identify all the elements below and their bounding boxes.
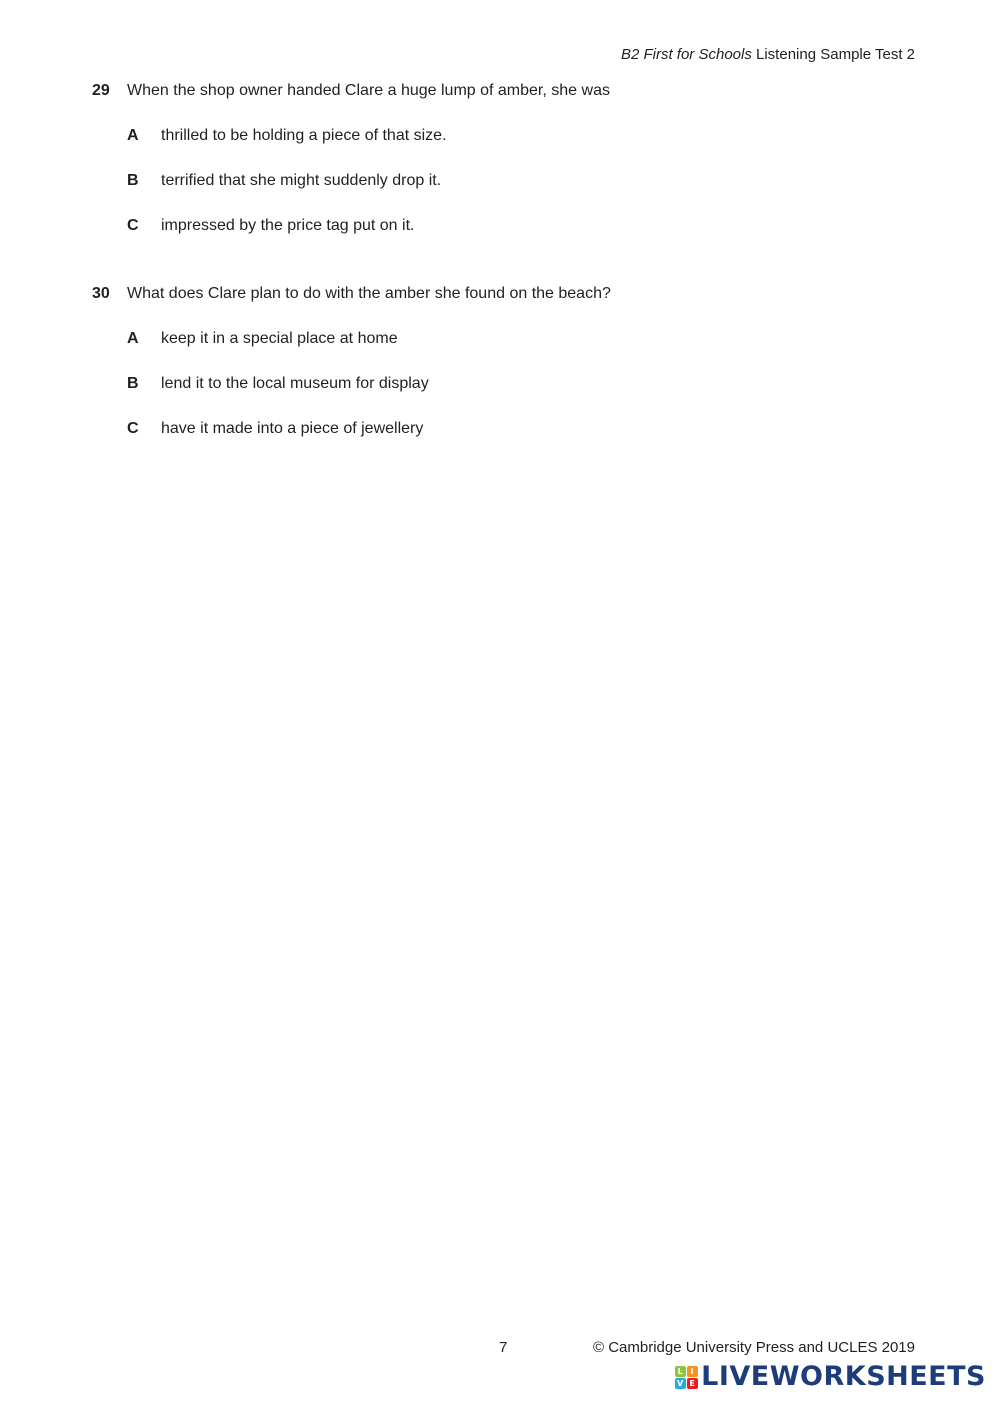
page-header — [621, 45, 915, 65]
option-b[interactable] — [92, 373, 912, 395]
option-b[interactable] — [92, 170, 912, 192]
mark-tile-v: V — [675, 1378, 686, 1389]
option-text: lend it to the local museum for display — [161, 375, 429, 392]
option-c[interactable] — [92, 215, 912, 237]
mark-tile-e: E — [687, 1378, 698, 1389]
question-30 — [92, 283, 912, 440]
option-text: thrilled to be holding a piece of that size. — [161, 127, 447, 144]
question-29 — [92, 80, 912, 237]
option-text: terrified that she might suddenly drop it. — [161, 172, 442, 189]
option-letter: A — [127, 330, 139, 347]
question-number: 30 — [92, 285, 110, 302]
question-text: What does Clare plan to do with the amber she found on the beach? — [127, 285, 611, 302]
option-letter: C — [127, 217, 139, 234]
option-a[interactable] — [92, 125, 912, 147]
question-stem — [92, 80, 912, 102]
mark-tile-l: L — [675, 1366, 686, 1377]
liveworksheets-mark-icon — [674, 1365, 698, 1389]
page-number: 7 — [499, 1339, 508, 1356]
option-c[interactable] — [92, 418, 912, 440]
liveworksheets-wordmark: LIVEWORKSHEETS — [701, 1361, 986, 1392]
option-letter: B — [127, 172, 139, 189]
option-a[interactable] — [92, 328, 912, 350]
option-letter: C — [127, 420, 139, 437]
liveworksheets-logo — [674, 1361, 986, 1393]
option-letter: A — [127, 127, 139, 144]
header-title-italic: B2 First for Schools — [620, 46, 752, 63]
question-number: 29 — [92, 82, 110, 99]
option-text: keep it in a special place at home — [161, 330, 398, 347]
header-title-rest: Listening Sample Test 2 — [751, 46, 915, 63]
option-text: impressed by the price tag put on it. — [161, 217, 415, 234]
mark-tile-i: I — [687, 1366, 698, 1377]
option-letter: B — [127, 375, 139, 392]
question-stem — [92, 283, 912, 305]
question-text: When the shop owner handed Clare a huge lump of amber, she was — [127, 82, 610, 99]
copyright-notice: © Cambridge University Press and UCLES 2019 — [592, 1339, 915, 1356]
option-text: have it made into a piece of jewellery — [161, 420, 424, 437]
